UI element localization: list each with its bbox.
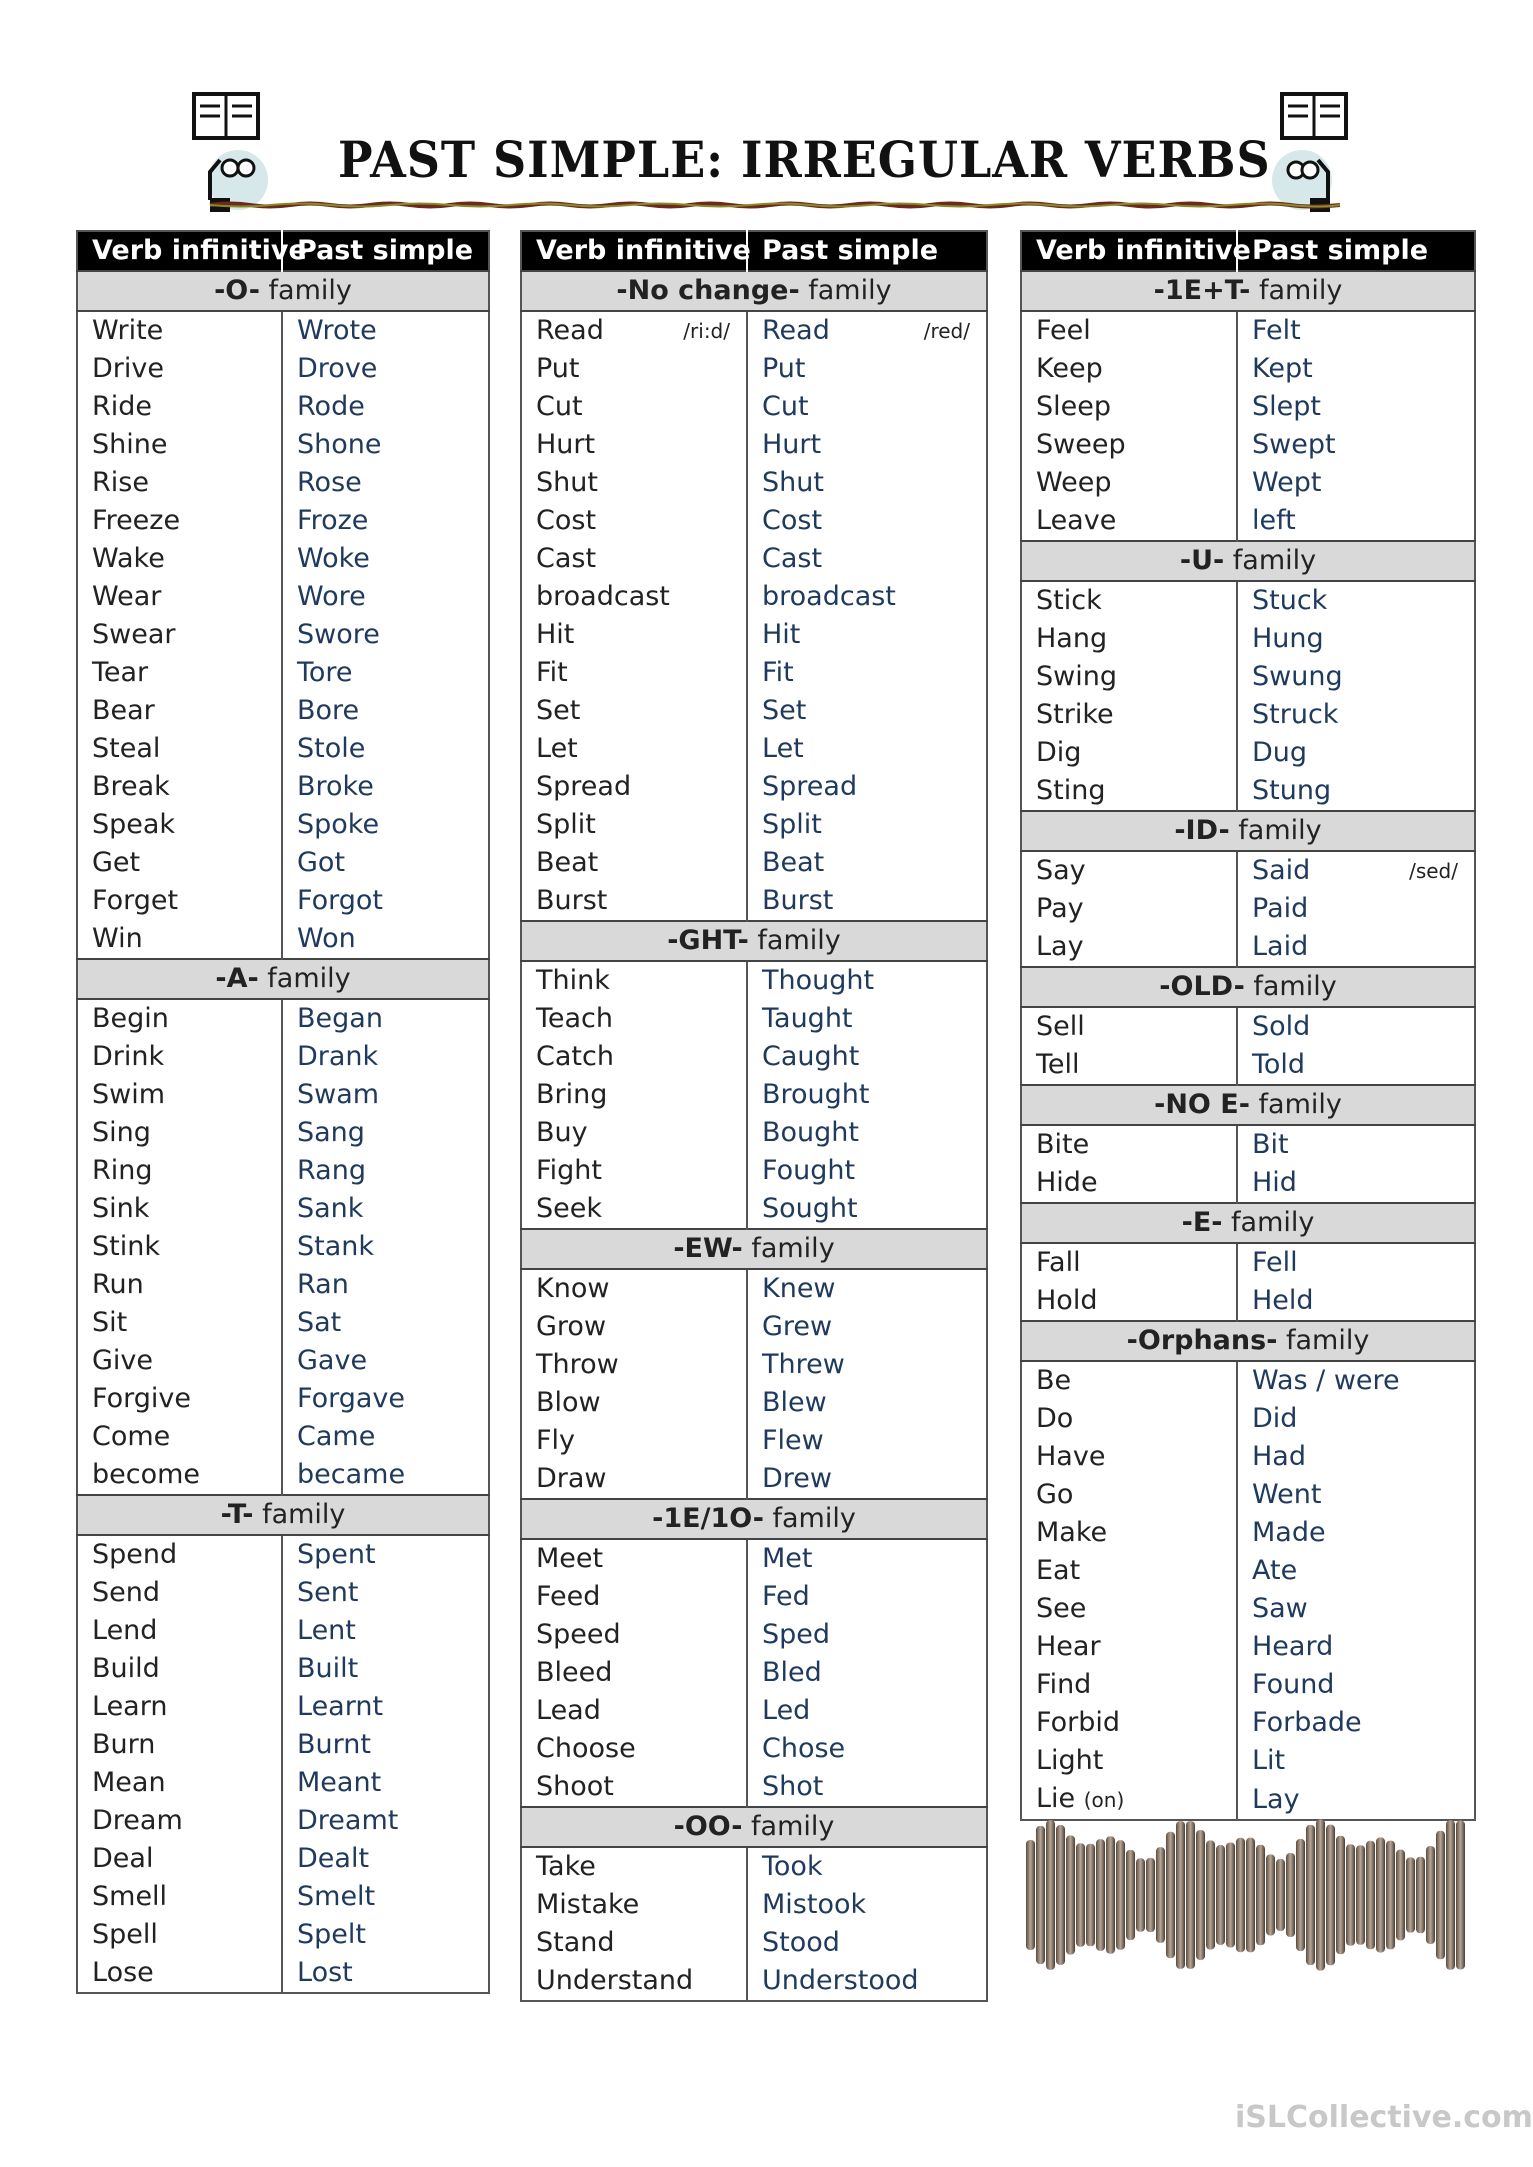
coin-shape [1066, 1835, 1075, 1954]
table-row: Sting Stung [1021, 772, 1475, 811]
table-row: Win Won [77, 920, 489, 959]
family-1e-1o-group [521, 1499, 987, 1807]
table-row: Find Found [1021, 1666, 1475, 1704]
table-row: Bleed Bled [521, 1654, 987, 1692]
table-row: Rise Rose [77, 464, 489, 502]
table-row: Burst Burst [521, 882, 987, 921]
coin-shape [1446, 1820, 1455, 1969]
column-header-past: Past simple [282, 231, 489, 271]
table-row: Shine Shone [77, 426, 489, 464]
verb-table [1020, 230, 1476, 1821]
table-row: Bear Bore [77, 692, 489, 730]
verb-table-column-1 [76, 230, 490, 1994]
coin-shape [1426, 1846, 1435, 1944]
reading-person-icon [190, 90, 270, 220]
coin-shape [1456, 1821, 1465, 1970]
table-row: Forget Forgot [77, 882, 489, 920]
coin-shape [1096, 1839, 1105, 1951]
column-header-infinitive: Verb infinitive [77, 231, 282, 271]
table-row: Hide Hid [1021, 1164, 1475, 1203]
table-row: Lose Lost [77, 1954, 489, 1993]
family-header: -OLD- family [1021, 967, 1475, 1007]
family-header: -EW- family [521, 1229, 987, 1269]
table-header-row [77, 231, 489, 271]
table-row: Catch Caught [521, 1038, 987, 1076]
coin-shape [1046, 1820, 1055, 1970]
table-row: Ride Rode [77, 388, 489, 426]
table-row: Leave left [1021, 502, 1475, 541]
family-header: -U- family [1021, 541, 1475, 581]
family-header: -OO- family [521, 1807, 987, 1847]
page-header [190, 90, 1350, 225]
family-header: -ID- family [1021, 811, 1475, 851]
family-orphans-group [1021, 1321, 1475, 1820]
table-row: Smell Smelt [77, 1878, 489, 1916]
page-title: PAST SIMPLE: IRREGULAR VERBS [338, 130, 1271, 189]
table-row: Grow Grew [521, 1308, 987, 1346]
table-row: Run Ran [77, 1266, 489, 1304]
table-row: Have Had [1021, 1438, 1475, 1476]
table-row: Drink Drank [77, 1038, 489, 1076]
table-row: Forbid Forbade [1021, 1704, 1475, 1742]
table-row: Know Knew [521, 1269, 987, 1308]
family-id-group [1021, 811, 1475, 967]
coin-shape [1376, 1837, 1385, 1952]
table-row: Sell Sold [1021, 1007, 1475, 1046]
table-row: Lay Laid [1021, 928, 1475, 967]
table-row: Lie (on) Lay [1021, 1780, 1475, 1820]
table-row: Strike Struck [1021, 696, 1475, 734]
coin-shape [1386, 1841, 1395, 1950]
family-a-group [77, 959, 489, 1495]
coin-shape [1216, 1845, 1225, 1945]
coin-shape [1056, 1825, 1065, 1965]
table-row: Forgive Forgave [77, 1380, 489, 1418]
table-row: Set Set [521, 692, 987, 730]
table-row: Seek Sought [521, 1190, 987, 1229]
coin-shape [1176, 1821, 1185, 1969]
family-oo-group [521, 1807, 987, 2001]
coins-image [1020, 1805, 1470, 1985]
table-row: Build Built [77, 1650, 489, 1688]
family-header: -1E+T- family [1021, 271, 1475, 311]
table-row: Think Thought [521, 961, 987, 1000]
coin-shape [1326, 1825, 1335, 1966]
verb-table [520, 230, 988, 2002]
table-row: Understand Understood [521, 1962, 987, 2001]
family-u-group [1021, 541, 1475, 811]
table-row: Cost Cost [521, 502, 987, 540]
coin-shape [1026, 1840, 1035, 1950]
family-old-group [1021, 967, 1475, 1085]
family-1e-t-group [1021, 271, 1475, 541]
table-row: Break Broke [77, 768, 489, 806]
table-row: Speed Sped [521, 1616, 987, 1654]
table-row: Come Came [77, 1418, 489, 1456]
coin-shape [1296, 1839, 1305, 1951]
table-row: Steal Stole [77, 730, 489, 768]
table-row: Send Sent [77, 1574, 489, 1612]
table-row: become became [77, 1456, 489, 1495]
table-row: Burn Burnt [77, 1726, 489, 1764]
table-row: Throw Threw [521, 1346, 987, 1384]
coin-shape [1256, 1845, 1265, 1946]
table-row: Dream Dreamt [77, 1802, 489, 1840]
coin-shape [1236, 1838, 1245, 1952]
coin-shape [1196, 1830, 1205, 1960]
table-row: Blow Blew [521, 1384, 987, 1422]
table-row: Hear Heard [1021, 1628, 1475, 1666]
column-header-past: Past simple [747, 231, 987, 271]
table-row: Begin Began [77, 999, 489, 1038]
table-row: Ring Rang [77, 1152, 489, 1190]
coin-shape [1416, 1857, 1425, 1934]
table-row: Feed Fed [521, 1578, 987, 1616]
coin-shape [1306, 1825, 1315, 1965]
table-row: Say Said /sed/ [1021, 851, 1475, 890]
coin-shape [1146, 1858, 1155, 1932]
family-header: -Orphans- family [1021, 1321, 1475, 1361]
family-header: -No change- family [521, 271, 987, 311]
family-header: -NO E- family [1021, 1085, 1475, 1125]
table-row: Sink Sank [77, 1190, 489, 1228]
coin-shape [1206, 1840, 1215, 1949]
table-row: Bite Bit [1021, 1125, 1475, 1164]
table-row: Do Did [1021, 1400, 1475, 1438]
table-row: Beat Beat [521, 844, 987, 882]
coin-shape [1166, 1832, 1175, 1958]
table-row: Stink Stank [77, 1228, 489, 1266]
table-row: Swear Swore [77, 616, 489, 654]
family-header: -O- family [77, 271, 489, 311]
coin-shape [1246, 1838, 1255, 1953]
coin-shape [1116, 1840, 1125, 1950]
table-row: Spell Spelt [77, 1916, 489, 1954]
family-header: -A- family [77, 959, 489, 999]
table-row: Feel Felt [1021, 311, 1475, 350]
family-header: -E- family [1021, 1203, 1475, 1243]
family-ew-group [521, 1229, 987, 1499]
coin-shape [1036, 1826, 1045, 1964]
verb-table-column-2 [520, 230, 988, 2002]
column-header-infinitive: Verb infinitive [521, 231, 747, 271]
table-row: Weep Wept [1021, 464, 1475, 502]
coin-shape [1156, 1847, 1165, 1943]
table-header-row [1021, 231, 1475, 271]
table-row: Shut Shut [521, 464, 987, 502]
coin-shape [1226, 1842, 1235, 1947]
table-row: Let Let [521, 730, 987, 768]
table-row: Wear Wore [77, 578, 489, 616]
coin-shape [1356, 1845, 1365, 1944]
table-row: Fit Fit [521, 654, 987, 692]
coin-shape [1286, 1853, 1295, 1937]
table-row: Sweep Swept [1021, 426, 1475, 464]
coin-shape [1316, 1819, 1325, 1970]
table-row: Fly Flew [521, 1422, 987, 1460]
table-row: Split Split [521, 806, 987, 844]
table-row: Wake Woke [77, 540, 489, 578]
table-row: Freeze Froze [77, 502, 489, 540]
table-row: Eat Ate [1021, 1552, 1475, 1590]
table-row: Speak Spoke [77, 806, 489, 844]
table-row: Write Wrote [77, 311, 489, 350]
coin-shape [1136, 1858, 1145, 1932]
table-row: Keep Kept [1021, 350, 1475, 388]
table-row: Learn Learnt [77, 1688, 489, 1726]
table-row: Meet Met [521, 1539, 987, 1578]
table-row: Put Put [521, 350, 987, 388]
table-row: Sing Sang [77, 1114, 489, 1152]
table-row: Fight Fought [521, 1152, 987, 1190]
family-header: -GHT- family [521, 921, 987, 961]
table-row: Hit Hit [521, 616, 987, 654]
table-row: Spend Spent [77, 1535, 489, 1574]
table-row: Buy Bought [521, 1114, 987, 1152]
table-row: Hold Held [1021, 1282, 1475, 1321]
coin-shape [1396, 1850, 1405, 1941]
site-watermark: iSLCollective.com [1235, 2100, 1533, 2135]
pronunciation-note: /red/ [923, 319, 970, 343]
table-row: Drive Drove [77, 350, 489, 388]
table-row: Take Took [521, 1847, 987, 1886]
coin-shape [1346, 1844, 1355, 1946]
family-header: -1E/1O- family [521, 1499, 987, 1539]
table-header-row [521, 231, 987, 271]
table-row: Deal Dealt [77, 1840, 489, 1878]
table-row: Cut Cut [521, 388, 987, 426]
family-no-change-group [521, 271, 987, 921]
table-row: Swim Swam [77, 1076, 489, 1114]
table-row: Light Lit [1021, 1742, 1475, 1780]
coin-shape [1366, 1841, 1375, 1950]
table-row: Hurt Hurt [521, 426, 987, 464]
table-row: Tear Tore [77, 654, 489, 692]
table-row: Spread Spread [521, 768, 987, 806]
table-row: Fall Fell [1021, 1243, 1475, 1282]
coin-shape [1276, 1859, 1285, 1931]
coin-shape [1076, 1843, 1085, 1947]
coin-shape [1436, 1831, 1445, 1960]
table-row: broadcast broadcast [521, 578, 987, 616]
family-o-group [77, 271, 489, 959]
table-row: Make Made [1021, 1514, 1475, 1552]
table-row: Sleep Slept [1021, 388, 1475, 426]
table-row: Bring Brought [521, 1076, 987, 1114]
coin-shape [1406, 1857, 1415, 1932]
table-row: Mistake Mistook [521, 1886, 987, 1924]
table-row: Give Gave [77, 1342, 489, 1380]
table-row: Stand Stood [521, 1924, 987, 1962]
table-row: Get Got [77, 844, 489, 882]
coin-shape [1086, 1844, 1095, 1947]
table-row: Dig Dug [1021, 734, 1475, 772]
table-row: Cast Cast [521, 540, 987, 578]
table-row: Go Went [1021, 1476, 1475, 1514]
table-row: Draw Drew [521, 1460, 987, 1499]
coin-shape [1126, 1850, 1135, 1940]
table-row: Be Was / were [1021, 1361, 1475, 1400]
family-t-group [77, 1495, 489, 1993]
table-row: Hang Hung [1021, 620, 1475, 658]
coin-shape [1186, 1821, 1195, 1969]
table-row: Shoot Shot [521, 1768, 987, 1807]
coin-shape [1266, 1854, 1275, 1935]
table-row: Mean Meant [77, 1764, 489, 1802]
coin-shape [1106, 1836, 1115, 1954]
reading-person-icon [1270, 90, 1350, 220]
table-row: Choose Chose [521, 1730, 987, 1768]
table-row: See Saw [1021, 1590, 1475, 1628]
coin-shape [1336, 1836, 1345, 1955]
family-header: -T- family [77, 1495, 489, 1535]
column-header-past: Past simple [1237, 231, 1475, 271]
decorative-divider [210, 202, 1340, 208]
table-row: Tell Told [1021, 1046, 1475, 1085]
verb-table-column-3 [1020, 230, 1476, 1821]
table-row: Lend Lent [77, 1612, 489, 1650]
table-row: Pay Paid [1021, 890, 1475, 928]
family-ght-group [521, 921, 987, 1229]
family-e-group [1021, 1203, 1475, 1321]
pronunciation-note: /ri:d/ [683, 319, 730, 343]
usage-note: (on) [1083, 1788, 1125, 1812]
table-row: Lead Led [521, 1692, 987, 1730]
table-row: Read /ri:d/ Read /red/ [521, 311, 987, 350]
table-row: Sit Sat [77, 1304, 489, 1342]
family-no-e-group [1021, 1085, 1475, 1203]
table-row: Teach Taught [521, 1000, 987, 1038]
column-header-infinitive: Verb infinitive [1021, 231, 1237, 271]
pronunciation-note: /sed/ [1409, 859, 1458, 883]
table-row: Swing Swung [1021, 658, 1475, 696]
table-row: Stick Stuck [1021, 581, 1475, 620]
verb-table [76, 230, 490, 1994]
